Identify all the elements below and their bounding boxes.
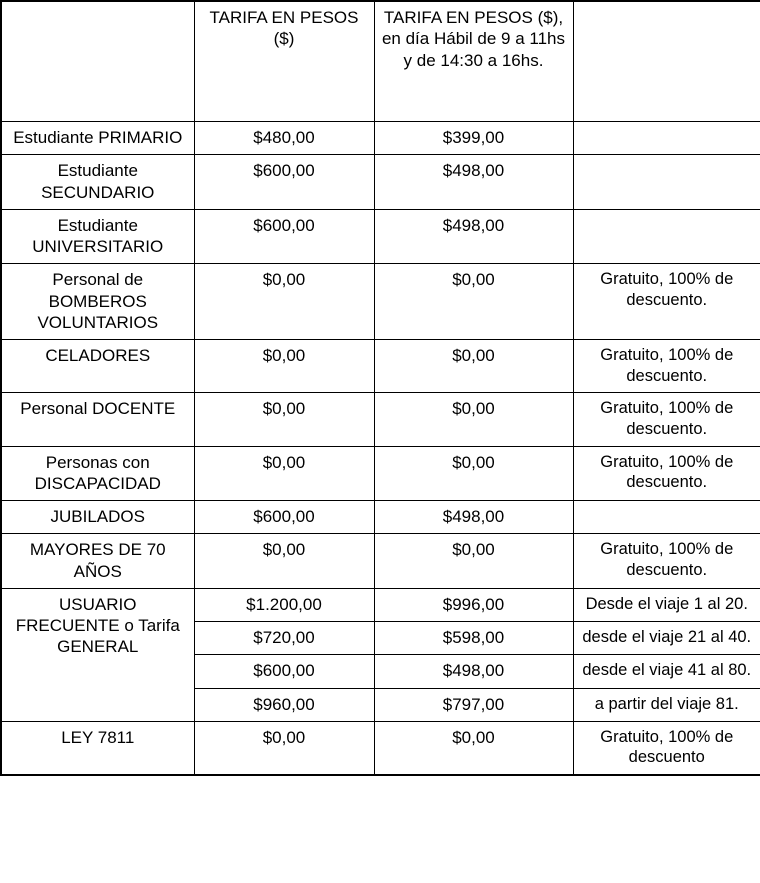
row-fare-full: $0,00 [194, 393, 374, 446]
table-row-ley-7811 [1, 721, 760, 775]
table-row [1, 340, 760, 393]
row-category: Estudiante UNIVERSITARIO [1, 209, 194, 264]
row-fare-full: $0,00 [194, 721, 374, 775]
row-fare-full: $0,00 [194, 534, 374, 589]
row-note [573, 209, 760, 264]
row-note: Gratuito, 100% de descuento. [573, 393, 760, 446]
row-category: Estudiante PRIMARIO [1, 122, 194, 155]
row-fare-offpeak: $0,00 [374, 446, 573, 501]
row-category: LEY 7811 [1, 721, 194, 775]
row-fare-offpeak: $399,00 [374, 122, 573, 155]
table-row [1, 393, 760, 446]
row-note: Desde el viaje 1 al 20. [573, 588, 760, 621]
row-category: JUBILADOS [1, 501, 194, 534]
row-fare-full: $1.200,00 [194, 588, 374, 621]
row-note: Gratuito, 100% de descuento. [573, 264, 760, 340]
row-category: Personas con DISCAPACIDAD [1, 446, 194, 501]
row-fare-full: $0,00 [194, 446, 374, 501]
row-fare-offpeak: $0,00 [374, 534, 573, 589]
row-fare-offpeak: $498,00 [374, 209, 573, 264]
header-cell-category [1, 1, 194, 122]
row-fare-offpeak: $598,00 [374, 622, 573, 655]
row-fare-offpeak: $996,00 [374, 588, 573, 621]
row-category: Personal de BOMBEROS VOLUNTARIOS [1, 264, 194, 340]
row-fare-full: $0,00 [194, 264, 374, 340]
row-fare-full: $0,00 [194, 340, 374, 393]
row-fare-full: $600,00 [194, 501, 374, 534]
row-fare-offpeak: $498,00 [374, 501, 573, 534]
row-note: Gratuito, 100% de descuento. [573, 340, 760, 393]
row-fare-offpeak: $0,00 [374, 393, 573, 446]
table-row [1, 501, 760, 534]
row-fare-full: $720,00 [194, 622, 374, 655]
table-row [1, 209, 760, 264]
row-category: MAYORES DE 70 AÑOS [1, 534, 194, 589]
row-note: desde el viaje 41 al 80. [573, 655, 760, 688]
header-cell-notes [573, 1, 760, 122]
row-note [573, 501, 760, 534]
row-fare-full: $600,00 [194, 155, 374, 210]
row-fare-full: $480,00 [194, 122, 374, 155]
row-fare-offpeak: $0,00 [374, 721, 573, 775]
row-fare-full: $600,00 [194, 209, 374, 264]
row-category: Estudiante SECUNDARIO [1, 155, 194, 210]
row-note: Gratuito, 100% de descuento. [573, 534, 760, 589]
table-row [1, 122, 760, 155]
table-row [1, 534, 760, 589]
table-row [1, 264, 760, 340]
table-row-frequent-user-tier-1 [1, 588, 760, 621]
row-category: CELADORES [1, 340, 194, 393]
row-category-frequent-user: USUARIO FRECUENTE o Tarifa GENERAL [1, 588, 194, 721]
table-row [1, 155, 760, 210]
row-fare-offpeak: $797,00 [374, 688, 573, 721]
row-note: desde el viaje 21 al 40. [573, 622, 760, 655]
row-fare-offpeak: $0,00 [374, 340, 573, 393]
row-fare-offpeak: $0,00 [374, 264, 573, 340]
row-fare-offpeak: $498,00 [374, 655, 573, 688]
row-note: Gratuito, 100% de descuento [573, 721, 760, 775]
header-cell-fare-full: TARIFA EN PESOS ($) [194, 1, 374, 122]
row-note: Gratuito, 100% de descuento. [573, 446, 760, 501]
row-fare-full: $600,00 [194, 655, 374, 688]
row-note [573, 155, 760, 210]
row-note [573, 122, 760, 155]
row-fare-full: $960,00 [194, 688, 374, 721]
header-cell-fare-offpeak: TARIFA EN PESOS ($), en día Hábil de 9 a 11hs y de 14:30 a 16hs. [374, 1, 573, 122]
row-fare-offpeak: $498,00 [374, 155, 573, 210]
row-category: Personal DOCENTE [1, 393, 194, 446]
table-row [1, 446, 760, 501]
table-header-row [1, 1, 760, 122]
row-note: a partir del viaje 81. [573, 688, 760, 721]
